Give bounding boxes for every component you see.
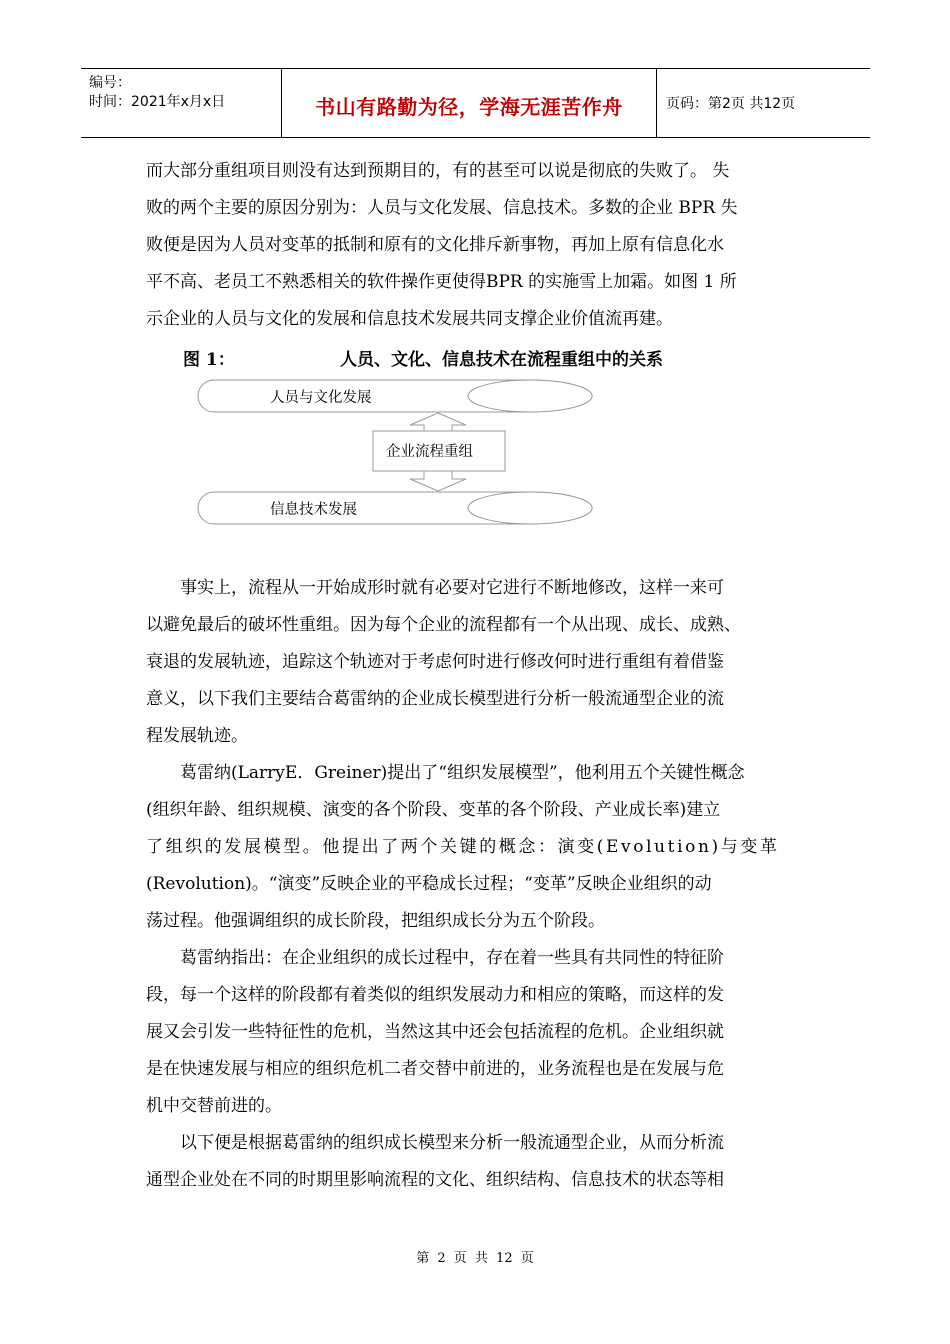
text-line: 段，每一个这样的阶段都有着类似的组织发展动力和相应的策略，而这样的发: [146, 985, 724, 1005]
header-motto-cell: [281, 69, 657, 137]
text-line: 事实上，流程从一开始成形时就有必要对它进行不断地修改，这样一来可: [180, 578, 724, 598]
top-cylinder: [198, 380, 592, 412]
text-line: 败的两个主要的原因分别为：人员与文化发展、信息技术。多数的企业 BPR 失: [146, 198, 738, 218]
text-line: 程发展轨迹。: [146, 726, 248, 746]
text-line: 是在快速发展与相应的组织危机二者交替中前进的，业务流程也是在发展与危: [146, 1059, 724, 1079]
text-line: 以避免最后的破坏性重组。因为每个企业的流程都有一个从出现、成长、成熟、: [146, 615, 741, 635]
figure-label: 图 1：: [183, 350, 235, 370]
text-line: (组织年龄、组织规模、演变的各个阶段、变革的各个阶段、产业成长率)建立: [146, 800, 721, 820]
paragraph-5: [146, 1125, 806, 1199]
figure-title: 人员、文化、信息技术在流程重组中的关系: [340, 350, 663, 370]
paragraph-1: [146, 153, 806, 338]
top-node-label: 人员与文化发展: [270, 390, 372, 406]
time-label: 时间：2021年x月x日: [89, 94, 226, 110]
text-line: 机中交替前进的。: [146, 1096, 282, 1116]
text-line: 葛雷纳(LarryE．Greiner)提出了“组织发展模型”，他利用五个关键性概念: [180, 763, 745, 783]
header-motto: 书山有路勤为径，学海无涯苦作舟: [315, 95, 623, 119]
bottom-cylinder: [198, 492, 592, 524]
text-line: 示企业的人员与文化的发展和信息技术发展共同支撑企业价值流再建。: [146, 309, 673, 329]
header-right-cell: [656, 69, 870, 137]
paragraph-3: [146, 755, 806, 940]
text-line: 了组织的发展模型。他提出了两个关键的概念：演变(Evolution)与变革: [146, 837, 780, 857]
text-line: 败便是因为人员对变革的抵制和原有的文化排斥新事物，再加上原有信息化水: [146, 235, 724, 255]
paragraph-4: [146, 940, 806, 1125]
text-line: 平不高、老员工不熟悉相关的软件操作更使得BPR 的实施雪上加霜。如图 1 所: [146, 272, 737, 292]
number-label: 编号：: [89, 75, 131, 91]
text-line: 葛雷纳指出：在企业组织的成长过程中，存在着一些具有共同性的特征阶: [180, 948, 724, 968]
text-line: 荡过程。他强调组织的成长阶段，把组织成长分为五个阶段。: [146, 911, 605, 931]
text-line: (Revolution)。“演变”反映企业的平稳成长过程；“变革”反映企业组织的动: [146, 874, 712, 894]
bottom-node-label: 信息技术发展: [270, 502, 357, 518]
process-reengineering-diagram: [190, 372, 600, 532]
text-line: 以下便是根据葛雷纳的组织成长模型来分析一般流通型企业，从而分析流: [180, 1133, 724, 1153]
center-node-label: 企业流程重组: [386, 444, 473, 460]
header-left-cell: [81, 69, 281, 137]
text-line: 通型企业处在不同的时期里影响流程的文化、组织结构、信息技术的状态等相: [146, 1170, 724, 1190]
text-line: 而大部分重组项目则没有达到预期目的，有的甚至可以说是彻底的失败了。 失: [146, 161, 730, 181]
text-line: 展又会引发一些特征性的危机，当然这其中还会包括流程的危机。企业组织就: [146, 1022, 724, 1042]
paragraph-2: [146, 570, 806, 755]
page-footer: 第 2 页 共 12 页: [416, 1251, 534, 1266]
document-header: [81, 68, 870, 138]
page-info: 页码：第2页 共12页: [666, 96, 796, 112]
text-line: 意义，以下我们主要结合葛雷纳的企业成长模型进行分析一般流通型企业的流: [146, 689, 724, 709]
text-line: 衰退的发展轨迹，追踪这个轨迹对于考虑何时进行修改何时进行重组有着借鉴: [146, 652, 724, 672]
